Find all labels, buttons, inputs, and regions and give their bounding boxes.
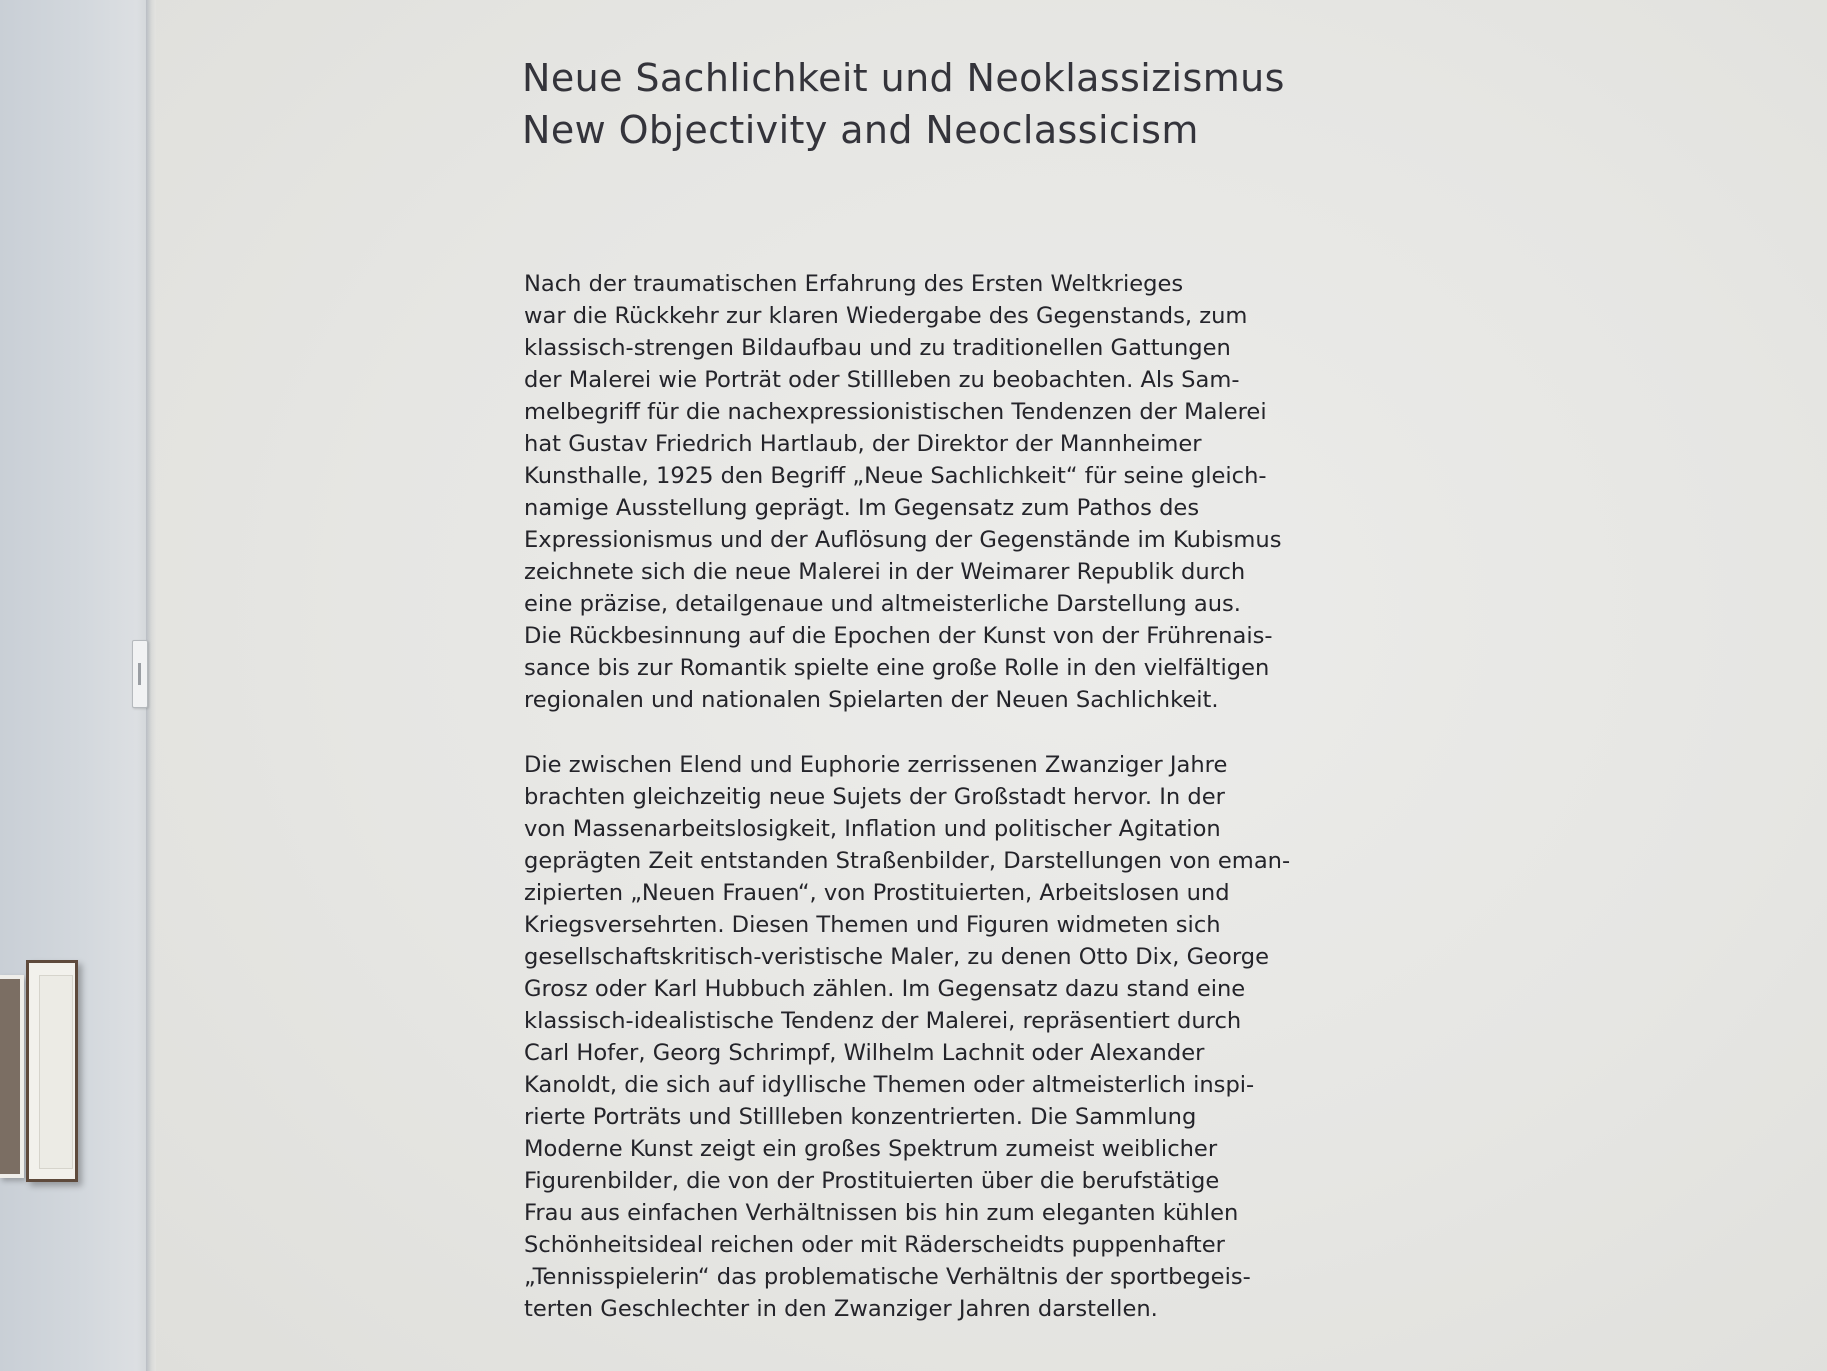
text-line: regionalen und nationalen Spielarten der Neuen Sachlichkeit. [524,687,1219,713]
text-line: zeichnete sich die neue Malerei in der Weimarer Republik durch [524,559,1246,585]
text-line: Grosz oder Karl Hubbuch zählen. Im Gegensatz dazu stand eine [524,976,1246,1002]
text-line: Kanoldt, die sich auf idyllische Themen oder altmeisterlich inspi- [524,1072,1255,1098]
text-line: „Tennisspielerin“ das problematische Verhältnis der sportbegeis- [524,1264,1251,1290]
text-line: Expressionismus und der Auflösung der Gegenstände im Kubismus [524,527,1282,553]
text-line: Frau aus einfachen Verhältnissen bis hin zum eleganten kühlen [524,1200,1239,1226]
text-line: brachten gleichzeitig neue Sujets der Großstadt hervor. In der [524,784,1225,810]
title-english: New Objectivity and Neoclassicism [522,108,1199,152]
text-line: rierte Porträts und Stillleben konzentrierten. Die Sammlung [524,1104,1197,1130]
text-line: Figurenbilder, die von der Prostituierten über die berufstätige [524,1168,1220,1194]
text-line: klassisch-idealistische Tendenz der Malerei, repräsentiert durch [524,1008,1242,1034]
paragraph-1 [524,268,1324,716]
text-line: war die Rückkehr zur klaren Wiedergabe des Gegenstands, zum [524,303,1248,329]
text-line: der Malerei wie Porträt oder Stillleben zu beobachten. Als Sam- [524,367,1240,393]
text-line: Kriegsversehrten. Diesen Themen und Figuren widmeten sich [524,912,1221,938]
text-line: terten Geschlechter in den Zwanziger Jahren darstellen. [524,1296,1158,1322]
text-line: Moderne Kunst zeigt ein großes Spektrum zumeist weiblicher [524,1136,1218,1162]
text-line: Die zwischen Elend und Euphorie zerrissenen Zwanziger Jahre [524,752,1228,778]
text-line: Schönheitsideal reichen oder mit Räderscheidts puppenhafter [524,1232,1225,1258]
paragraph-2 [524,749,1324,1325]
text-line: melbegriff für die nachexpressionistischen Tendenzen der Malerei [524,399,1267,425]
title-german: Neue Sachlichkeit und Neoklassizismus [522,56,1285,100]
text-line: Die Rückbesinnung auf die Epochen der Kunst von der Frührenais- [524,623,1273,649]
text-line: zipierten „Neuen Frauen“, von Prostituierten, Arbeitslosen und [524,880,1230,906]
text-line: von Massenarbeitslosigkeit, Inflation und politischer Agitation [524,816,1221,842]
text-line: sance bis zur Romantik spielte eine große Rolle in den vielfältigen [524,655,1270,681]
text-line: Nach der traumatischen Erfahrung des Ersten Weltkrieges [524,271,1184,297]
text-line: klassisch-strengen Bildaufbau und zu traditionellen Gattungen [524,335,1231,361]
text-line: Kunsthalle, 1925 den Begriff „Neue Sachlichkeit“ für seine gleich- [524,463,1267,489]
text-line: Carl Hofer, Georg Schrimpf, Wilhelm Lachnit oder Alexander [524,1040,1205,1066]
text-line: gesellschaftskritisch-veristische Maler, zu denen Otto Dix, George [524,944,1269,970]
text-line: namige Ausstellung geprägt. Im Gegensatz zum Pathos des [524,495,1200,521]
text-line: geprägten Zeit entstanden Straßenbilder, Darstellungen von eman- [524,848,1291,874]
text-line: eine präzise, detailgenaue und altmeisterliche Darstellung aus. [524,591,1241,617]
text-line: hat Gustav Friedrich Hartlaub, der Direktor der Mannheimer [524,431,1202,457]
